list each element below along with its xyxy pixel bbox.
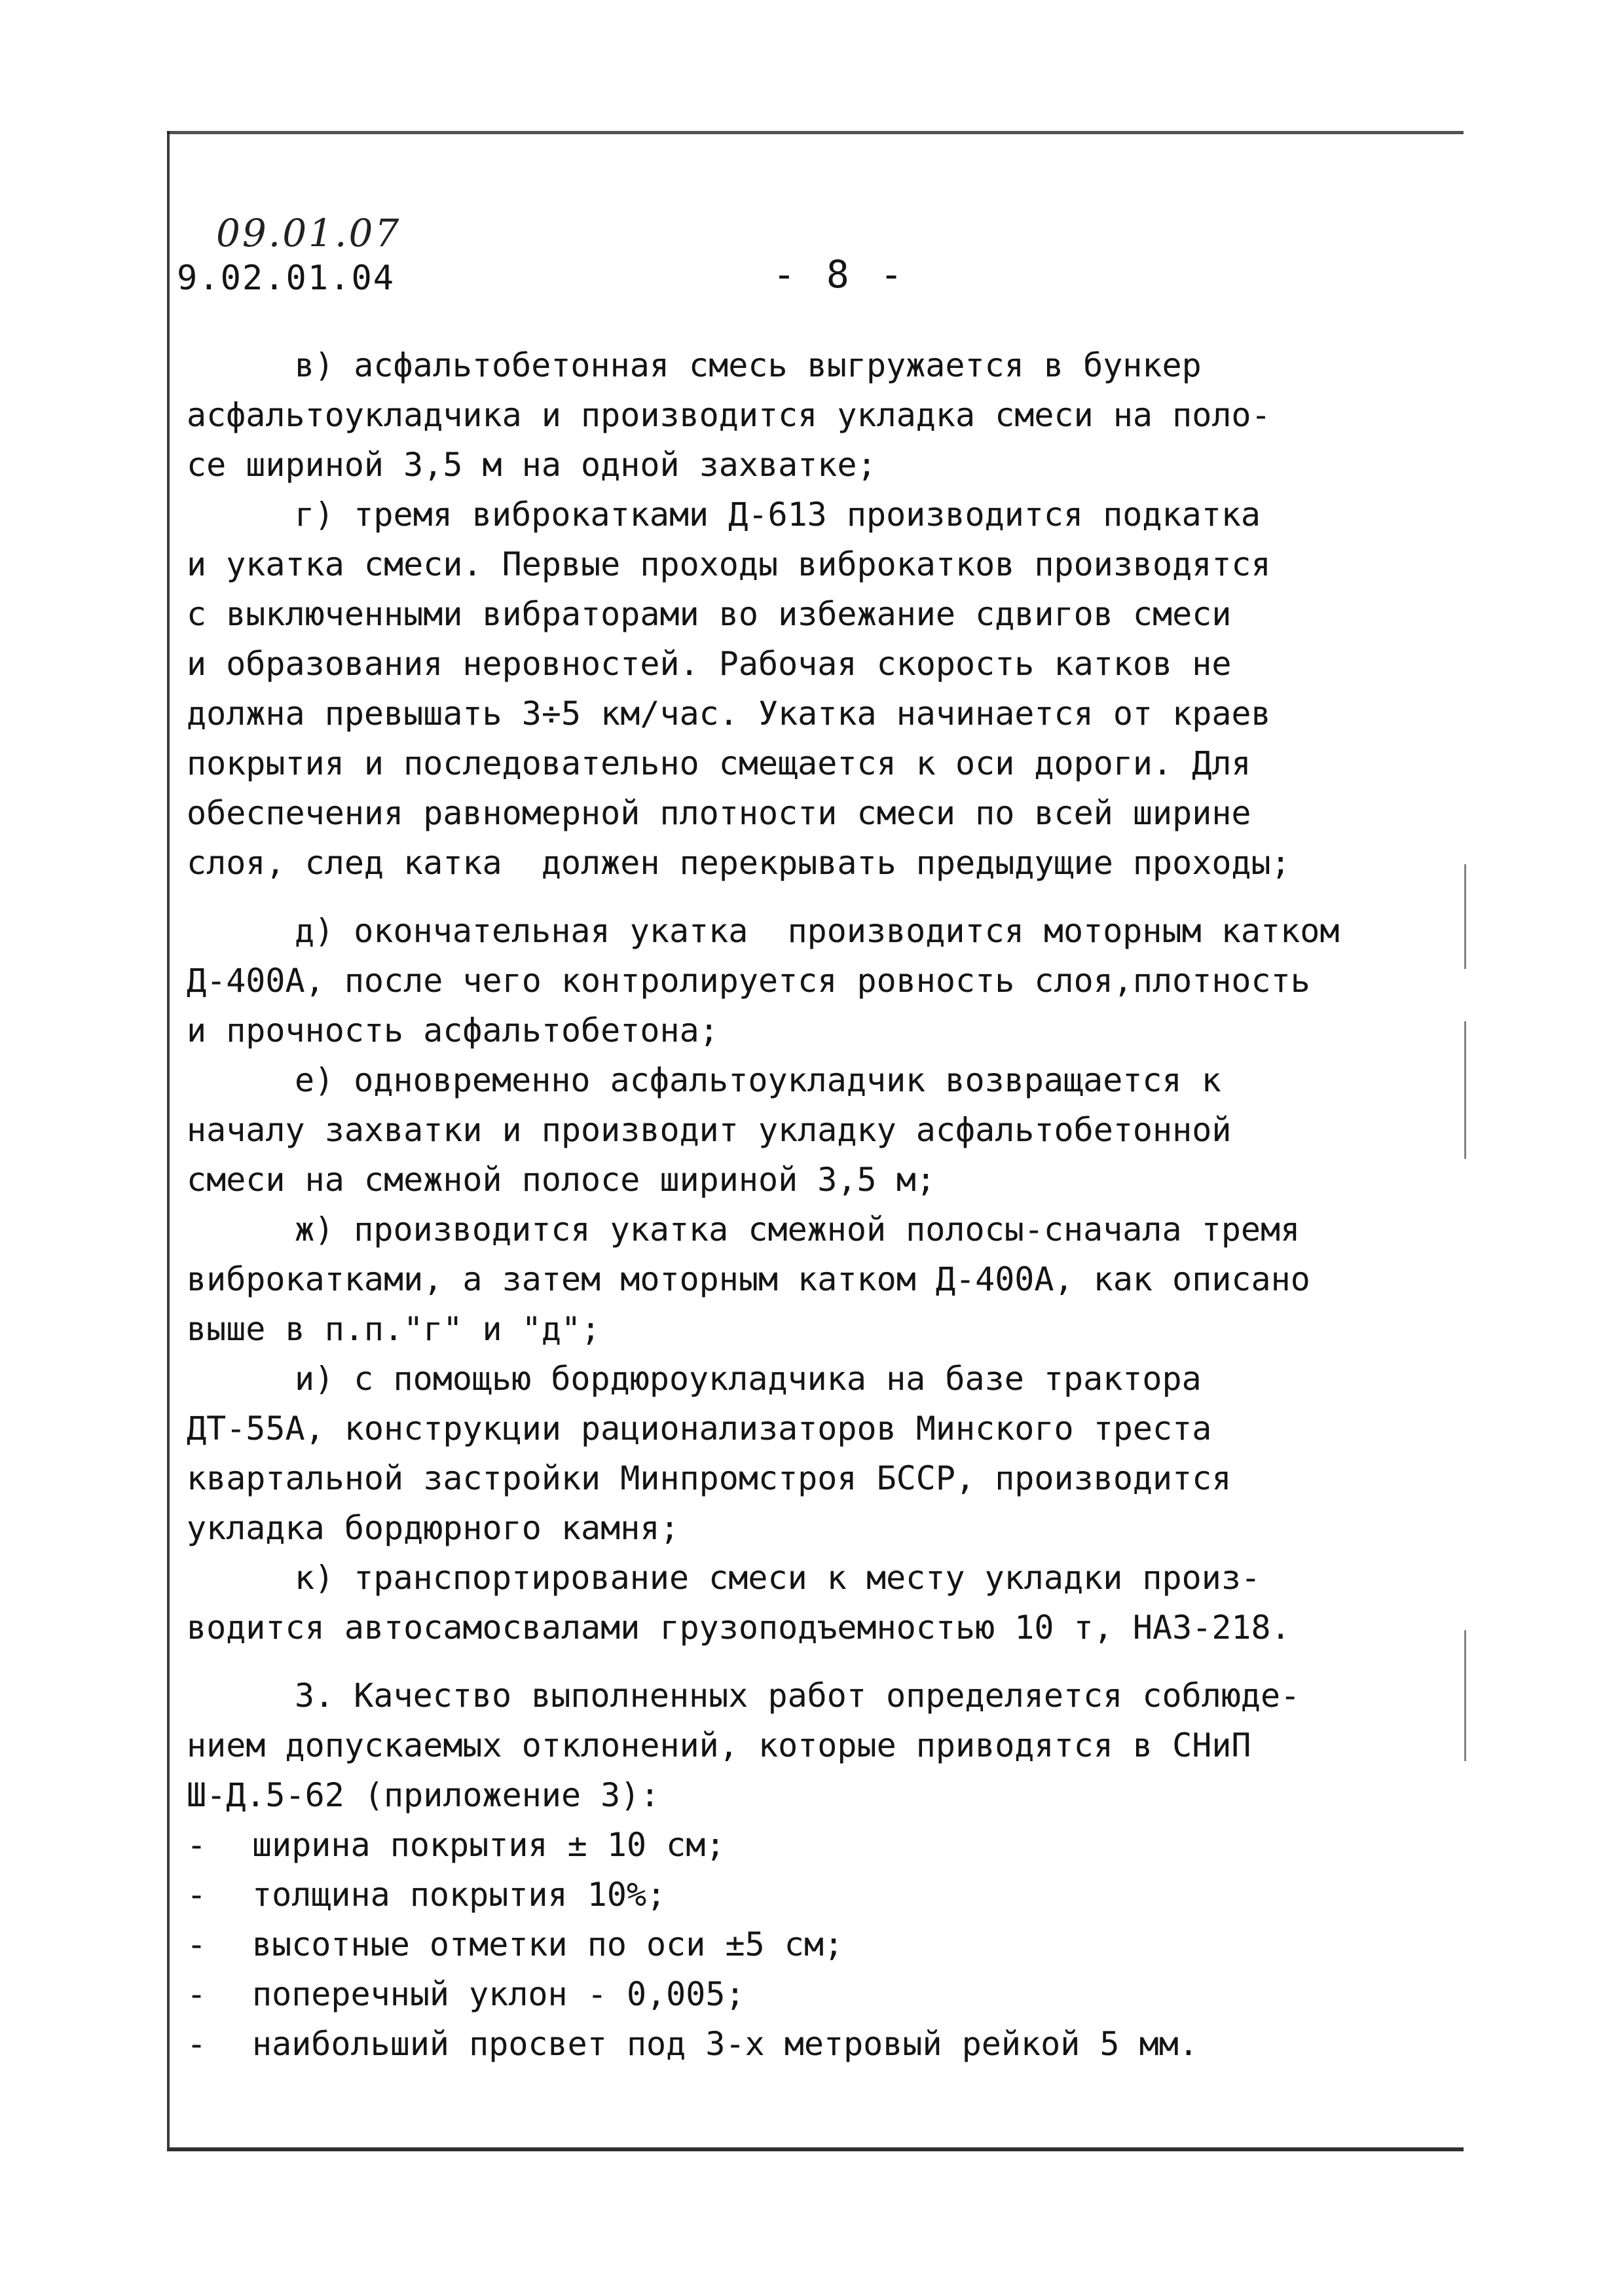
- text-line: г) тремя виброкатками Д-613 производится подкатка: [295, 496, 1261, 534]
- text-line: слоя, след катка должен перекрывать предыдущие проходы;: [187, 844, 1291, 882]
- text-line: Ш-Д.5-62 (приложение 3):: [187, 1776, 660, 1814]
- text-line: водится автосамосвалами грузоподъемностью 10 т, НАЗ-218.: [187, 1609, 1291, 1647]
- text-line: 3. Качество выполненных работ определяется соблюде-: [295, 1677, 1301, 1715]
- text-line: нием допускаемых отклонений, которые приводятся в СНиП: [187, 1726, 1251, 1764]
- list-dash: -: [187, 2025, 207, 2063]
- text-line: и) с помощью бордюроукладчика на базе трактора: [295, 1360, 1202, 1398]
- list-item-text: наибольший просвет под 3-х метровый рейкой 5 мм.: [252, 2025, 1198, 2063]
- text-line: и укатка смеси. Первые проходы виброкатков производятся: [187, 545, 1271, 583]
- list-dash: -: [187, 1925, 207, 1963]
- text-line: д) окончательная укатка производится моторным катком: [295, 912, 1340, 950]
- paragraph-item-i: [187, 1354, 1444, 1553]
- margin-mark: [1464, 864, 1466, 969]
- tolerance-list: [187, 1820, 1444, 2069]
- list-item: [187, 1969, 1444, 2019]
- text-line: Д-400А, после чего контролируется ровность слоя,плотность: [187, 962, 1310, 1000]
- margin-mark: [1464, 1021, 1466, 1159]
- text-line: и прочность асфальтобетона;: [187, 1011, 719, 1049]
- text-line: ДТ-55А, конструкции рационализаторов Минского треста: [187, 1410, 1212, 1448]
- paragraph-gap: [187, 888, 1444, 906]
- text-line: покрытия и последовательно смещается к оси дороги. Для: [187, 744, 1251, 782]
- list-item: [187, 1870, 1444, 1920]
- paragraph-item-d: [187, 906, 1444, 1055]
- paragraph-gap: [187, 1652, 1444, 1671]
- list-dash: -: [187, 1876, 207, 1914]
- document-body: [187, 340, 1444, 2069]
- list-item-text: высотные отметки по оси ±5 см;: [252, 1925, 844, 1963]
- document-code: 9.02.01.04: [177, 259, 396, 298]
- list-item-text: толщина покрытия 10%;: [252, 1876, 667, 1914]
- text-line: выше в п.п."г" и "д";: [187, 1310, 601, 1348]
- margin-mark: [1464, 1630, 1466, 1761]
- text-line: е) одновременно асфальтоукладчик возвращается к: [295, 1061, 1221, 1099]
- text-line: асфальтоукладчика и производится укладка смеси на поло-: [187, 396, 1271, 434]
- text-line: с выключенными вибраторами во избежание сдвигов смеси: [187, 595, 1232, 633]
- paragraph-item-v: [187, 340, 1444, 490]
- text-line: обеспечения равномерной плотности смеси по всей ширине: [187, 794, 1251, 832]
- page-number: - 8 -: [773, 252, 907, 297]
- text-line: должна превышать 3÷5 км/час. Укатка начинается от краев: [187, 695, 1271, 733]
- paragraph-item-e: [187, 1055, 1444, 1205]
- frame-bottom-rule: [167, 2147, 1464, 2151]
- list-item: [187, 1820, 1444, 1870]
- text-line: виброкатками, а затем моторным катком Д-400А, как описано: [187, 1260, 1310, 1298]
- text-line: се шириной 3,5 м на одной захватке;: [187, 446, 877, 484]
- paragraph-item-g: [187, 490, 1444, 888]
- handwritten-code: 09.01.07: [216, 211, 401, 255]
- text-line: смеси на смежной полосе шириной 3,5 м;: [187, 1161, 936, 1199]
- list-item-text: ширина покрытия ± 10 см;: [252, 1826, 726, 1864]
- frame-top-rule: [167, 131, 1464, 134]
- list-item: [187, 1920, 1444, 1969]
- frame-left-rule: [167, 131, 170, 2147]
- paragraph-item-k: [187, 1553, 1444, 1652]
- text-line: началу захватки и производит укладку асфальтобетонной: [187, 1111, 1232, 1149]
- text-line: квартальной застройки Минпромстроя БССР, производится: [187, 1459, 1232, 1497]
- text-line: ж) производится укатка смежной полосы-сначала тремя: [295, 1211, 1301, 1248]
- text-line: в) асфальтобетонная смесь выгружается в бункер: [295, 346, 1202, 384]
- list-dash: -: [187, 1826, 207, 1864]
- section-3: [187, 1671, 1444, 1820]
- list-dash: -: [187, 1975, 207, 2013]
- text-line: и образования неровностей. Рабочая скорость катков не: [187, 645, 1232, 683]
- list-item: [187, 2019, 1444, 2069]
- list-item-text: поперечный уклон - 0,005;: [252, 1975, 745, 2013]
- text-line: укладка бордюрного камня;: [187, 1509, 680, 1547]
- paragraph-item-zh: [187, 1205, 1444, 1354]
- text-line: к) транспортирование смеси к месту укладки произ-: [295, 1559, 1261, 1597]
